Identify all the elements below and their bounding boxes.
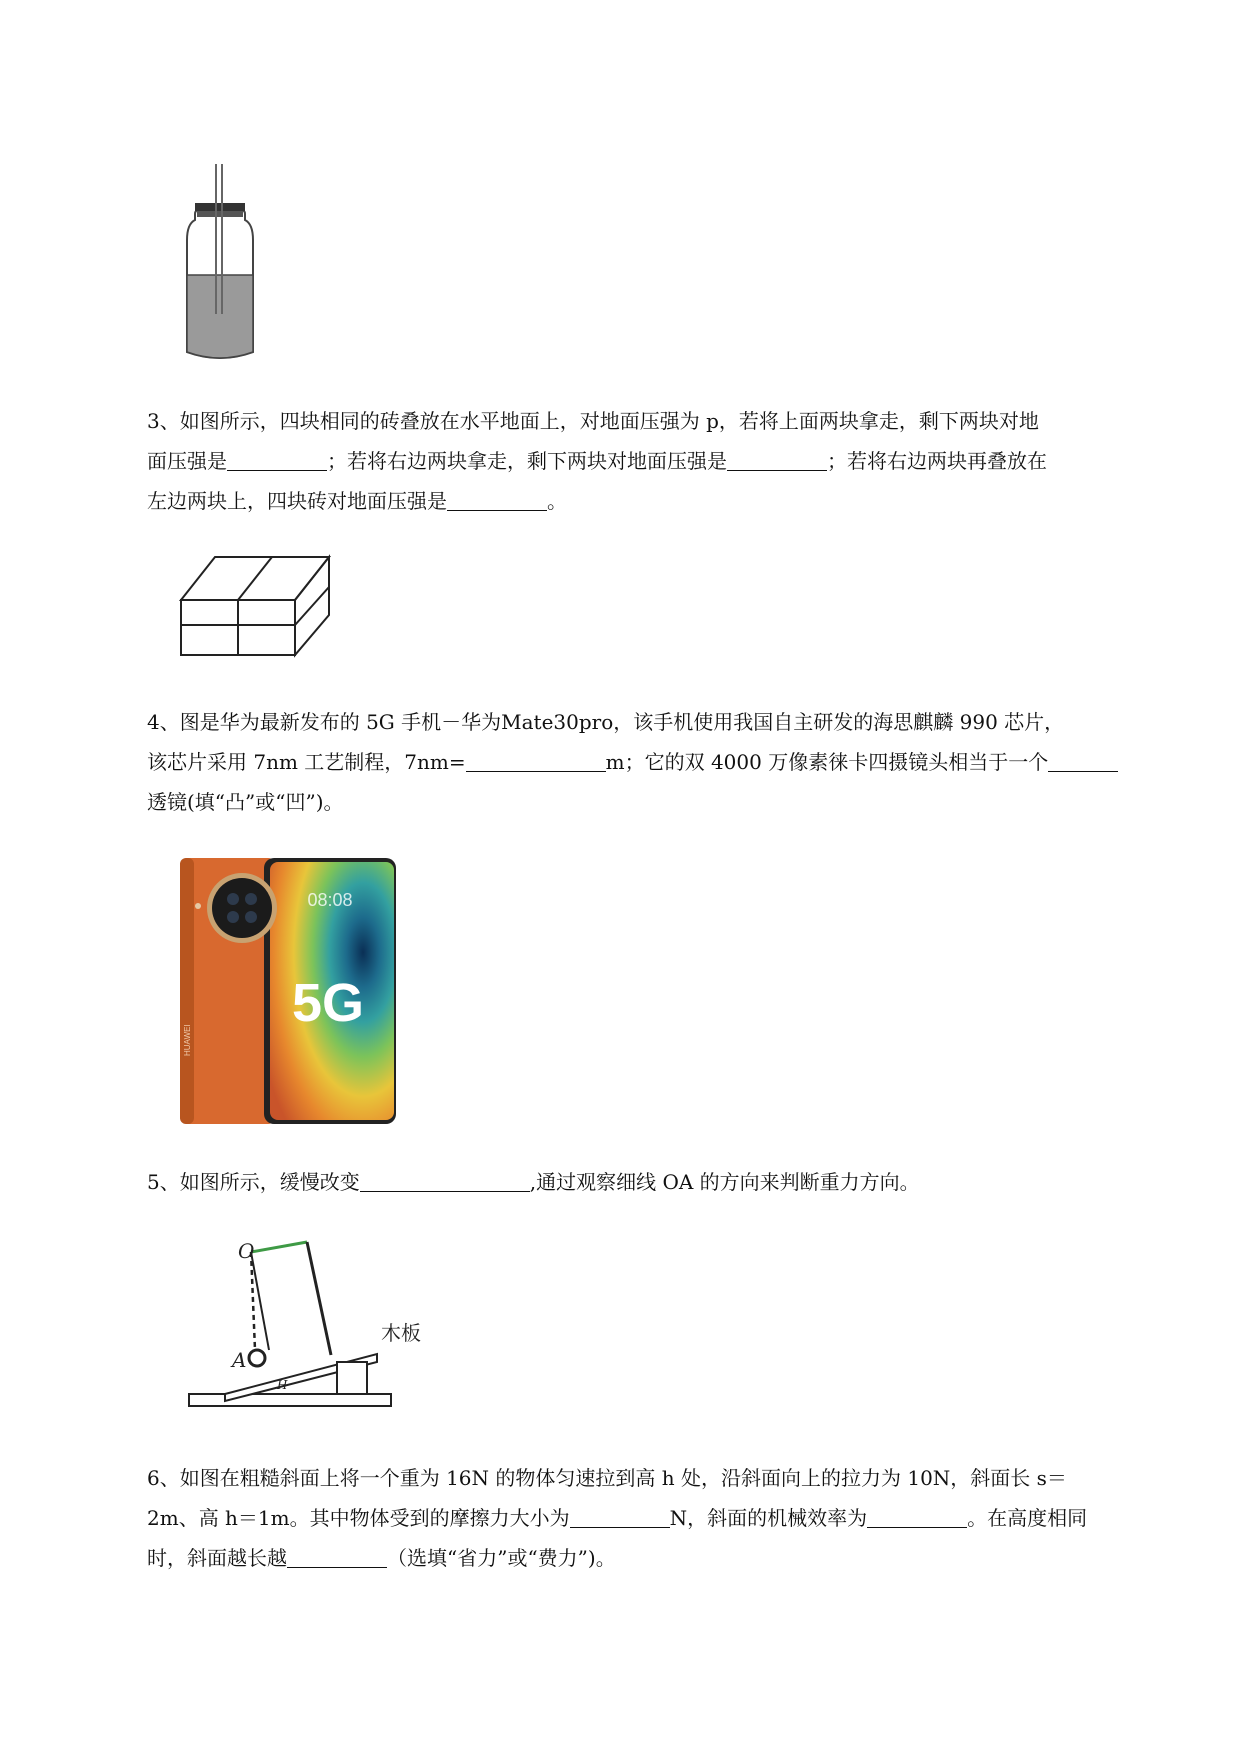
question-5 bbox=[147, 1162, 1157, 1202]
question-4 bbox=[147, 702, 1157, 822]
q4-line-2: 该芯片采用 7nm 工艺制程，7nm= m；它的双 4000 万像素徕卡四摄镜头相当于一个 bbox=[147, 742, 1157, 782]
answer-blank[interactable] bbox=[227, 446, 327, 471]
answer-blank[interactable] bbox=[447, 486, 547, 511]
answer-blank[interactable] bbox=[867, 1503, 967, 1528]
q3-line-3: 左边两块上，四块砖对地面压强是 。 bbox=[147, 481, 1157, 521]
question-3 bbox=[147, 401, 1157, 521]
q6-line-3: 时，斜面越长越 （选填“省力”或“费力”)。 bbox=[147, 1538, 1157, 1578]
plumb-line-figure bbox=[185, 1230, 435, 1410]
label-o: O bbox=[238, 1239, 255, 1263]
q6-line-1: 6、如图在粗糙斜面上将一个重为 16N 的物体匀速拉到高 h 处，沿斜面向上的拉力为 10N，斜面长 s＝ bbox=[147, 1466, 1067, 1490]
q3-line-2: 面压强是 ；若将右边两块拿走，剩下两块对地面压强是 ；若将右边两块再叠放在 bbox=[147, 441, 1157, 481]
question-6 bbox=[147, 1458, 1157, 1578]
q4-line-3: 透镜(填“凸”或“凹”)。 bbox=[147, 790, 344, 814]
answer-blank[interactable] bbox=[287, 1543, 387, 1568]
answer-blank[interactable] bbox=[727, 446, 827, 471]
q4-line-1: 4、图是华为最新发布的 5G 手机－华为Mate30pro，该手机使用我国自主研发的海思麒麟 990 芯片， bbox=[147, 710, 1065, 734]
answer-blank[interactable] bbox=[360, 1167, 530, 1192]
answer-blank[interactable] bbox=[1048, 747, 1118, 772]
bricks-figure bbox=[175, 545, 335, 670]
label-a: A bbox=[232, 1348, 247, 1372]
label-board: 木板 bbox=[381, 1321, 421, 1345]
q5-line-1: 5、如图所示，缓慢改变 ,通过观察细线 OA 的方向来判断重力方向。 bbox=[147, 1162, 1157, 1202]
q6-line-2: 2m、高 h＝1m。其中物体受到的摩擦力大小为 N，斜面的机械效率为 。在高度相同 bbox=[147, 1498, 1157, 1538]
q3-line-1: 3、如图所示，四块相同的砖叠放在水平地面上，对地面压强为 p，若将上面两块拿走，剩下两块对地 bbox=[147, 409, 1039, 433]
phone-brand: HUAWEI bbox=[183, 1024, 192, 1056]
phone-time: 08:08 bbox=[307, 890, 353, 910]
answer-blank[interactable] bbox=[466, 747, 606, 772]
label-h: H bbox=[277, 1378, 288, 1392]
phone-5g-badge: 5G bbox=[291, 973, 365, 1033]
phone-photo bbox=[178, 856, 398, 1128]
bottle-figure bbox=[175, 160, 265, 360]
answer-blank[interactable] bbox=[570, 1503, 670, 1528]
